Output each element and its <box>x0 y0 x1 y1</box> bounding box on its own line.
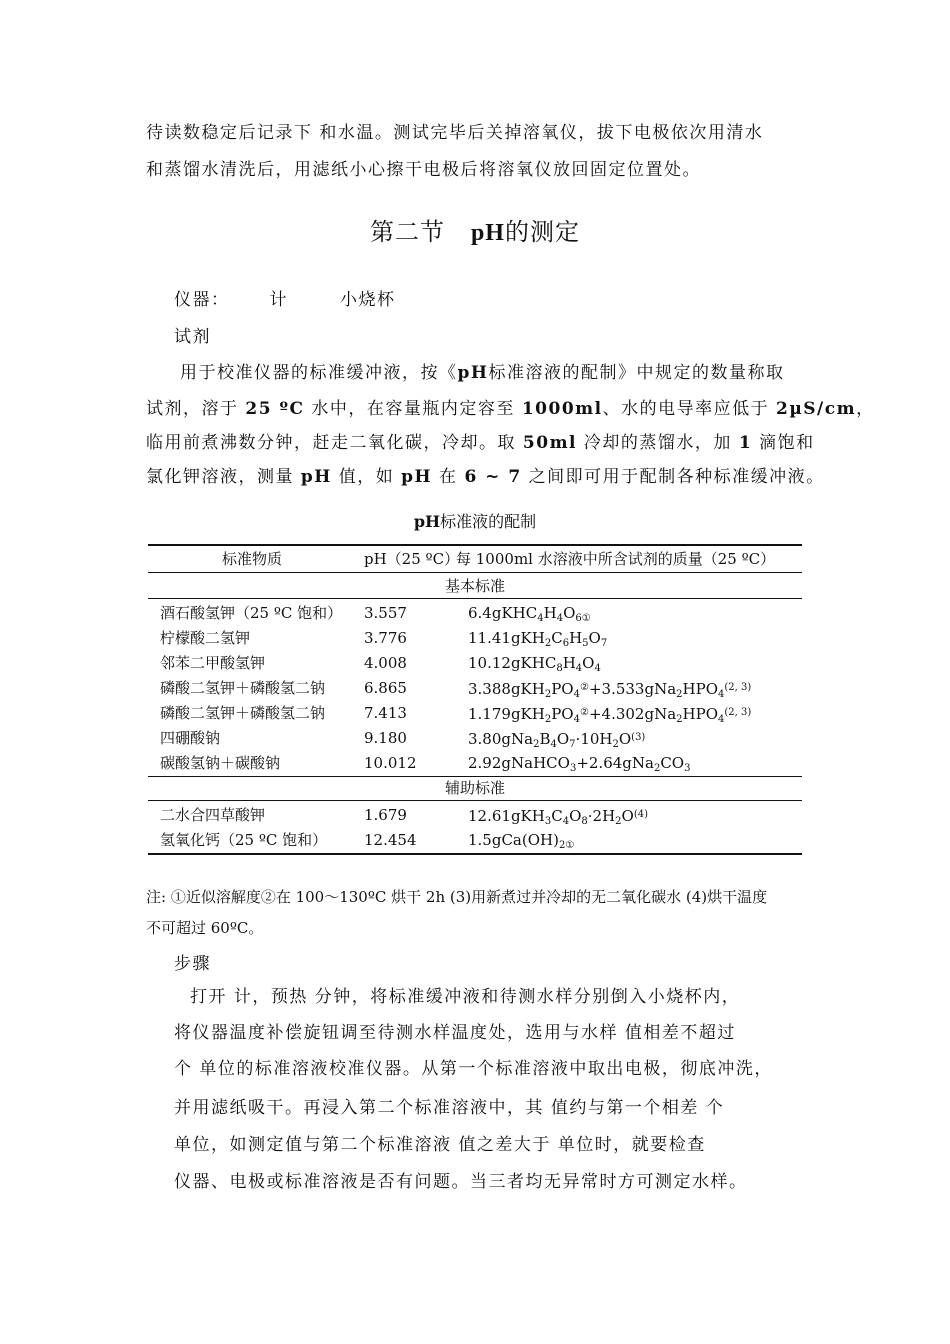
table-row-formula: $6.4gKHC_4H_4O_{6①}$ <box>468 604 591 624</box>
steps-line-5: 单位，如测定值与第二个标准溶液 值之差大于 单位时，就要检查 <box>174 1135 706 1155</box>
table-row-substance: 碳酸氢钠＋碳酸钠 <box>160 754 281 772</box>
instruments-line: 仪器： 计 小烧杯 <box>174 290 396 310</box>
steps-line-3: 个 单位的标准溶液校准仪器。从第一个标准溶液中取出电极，彻底冲洗， <box>174 1059 773 1079</box>
table-row-ph: 3.557 <box>364 604 407 622</box>
group-basic-standard: 基本标准 <box>444 577 505 595</box>
table-row-substance: 四硼酸钠 <box>160 729 221 747</box>
steps-line-4: 并用滤纸吸干。再浸入第二个标准溶液中，其 值约与第一个相差 个 <box>174 1098 725 1118</box>
table-row-substance: 邻苯二甲酸氢钾 <box>160 654 266 672</box>
header-mass: 每 1000ml 水溶液中所含试剂的质量（25 ºC） <box>456 550 776 568</box>
table-row-substance: 酒石酸氢钾（25 ºC 饱和） <box>160 604 343 622</box>
steps-label: 步骤 <box>174 954 211 974</box>
reagent-line-1: 用于校准仪器的标准缓冲液，按《pH标准溶液的配制》中规定的数量称取 <box>180 363 785 383</box>
table-row-formula: $1.5gCa(OH)_{2①}$ <box>468 831 575 851</box>
table-row-ph: 9.180 <box>364 729 407 747</box>
section-title: 第二节 pH的测定 <box>370 218 580 246</box>
table-row-ph: 4.008 <box>364 654 407 672</box>
reagent-line-4: 氯化钾溶液，测量 pH 值，如 pH 在 6 ~ 7 之间即可用于配制各种标准缓冲液。 <box>146 467 825 487</box>
table-row-substance: 磷酸二氢钾＋磷酸氢二钠 <box>160 679 326 697</box>
table-row-formula: $2.92gNaHCO_3+2.64gNa_2CO_3$ <box>468 754 691 774</box>
header-rule <box>148 572 802 573</box>
table-row-substance: 柠檬酸二氢钾 <box>160 629 251 647</box>
table-row-ph: 1.679 <box>364 806 407 824</box>
group2-top-rule <box>148 776 802 777</box>
header-substance: 标准物质 <box>222 550 283 568</box>
table-row-formula: $10.12gKHC_8H_4O_4$ <box>468 654 601 674</box>
notes-line-1: 注: ①近似溶解度②在 100～130ºC 烘干 2h (3)用新煮过并冷却的无二氧化碳水 (4)烘干温度 <box>146 888 768 906</box>
table-bottom-rule <box>148 853 802 855</box>
table-row-formula: $1.179gKH_2PO_4^②+4.302gNa_2HPO_4^{(2, 3)}$ <box>468 705 752 725</box>
notes-line-2: 不可超过 60ºC。 <box>146 919 264 937</box>
table-row-formula: $3.388gKH_2PO_4^②+3.533gNa_2HPO_4^{(2, 3)}$ <box>468 680 752 700</box>
table-row-ph: 3.776 <box>364 629 407 647</box>
table-row-ph: 12.454 <box>364 831 417 849</box>
intro-line-1: 待读数稳定后记录下 和水温。测试完毕后关掉溶氧仪，拔下电极依次用清水 <box>146 123 764 143</box>
table-row-substance: 磷酸二氢钾＋磷酸氢二钠 <box>160 704 326 722</box>
table-row-ph: 7.413 <box>364 704 407 722</box>
table-row-formula: $12.61gKH_3C_4O_8\cdot 2H_2O^{(4)}$ <box>468 807 649 827</box>
group-auxiliary-standard: 辅助标准 <box>444 779 505 797</box>
steps-line-6: 仪器、电极或标准溶液是否有问题。当三者均无异常时方可测定水样。 <box>174 1172 748 1192</box>
reagent-line-3: 临用前煮沸数分钟，赶走二氧化碳，冷却。取 50ml 冷却的蒸馏水，加 1 滴饱和 <box>146 433 815 453</box>
intro-line-2: 和蒸馏水清洗后，用滤纸小心擦干电极后将溶氧仪放回固定位置处。 <box>146 160 701 180</box>
table-row-ph: 6.865 <box>364 679 407 697</box>
table-row-formula: $11.41gKH_2C_6H_5O_7$ <box>468 629 608 649</box>
table-row-ph: 10.012 <box>364 754 417 772</box>
steps-line-1: 打开 计，预热 分钟，将标准缓冲液和待测水样分别倒入小烧杯内， <box>190 987 741 1007</box>
table-top-rule <box>148 544 802 546</box>
reagent-line-2: 试剂，溶于 25 ºC 水中，在容量瓶内定容至 1000ml、水的电导率应低于 2µS/cm， <box>146 399 875 419</box>
reagent-label: 试剂 <box>174 327 211 347</box>
steps-line-2: 将仪器温度补偿旋钮调至待测水样温度处，选用与水样 值相差不超过 <box>174 1023 736 1043</box>
table-row-substance: 二水合四草酸钾 <box>160 806 266 824</box>
table-row-substance: 氢氧化钙（25 ºC 饱和） <box>160 831 328 849</box>
table-caption: pH标准液的配制 <box>413 512 537 531</box>
group1-rule <box>148 598 802 599</box>
group2-rule <box>148 800 802 801</box>
header-ph: pH（25 ºC） <box>364 550 460 568</box>
table-row-formula: $3.80gNa_2B_4O_7\cdot 10H_2O^{(3)}$ <box>468 730 646 750</box>
